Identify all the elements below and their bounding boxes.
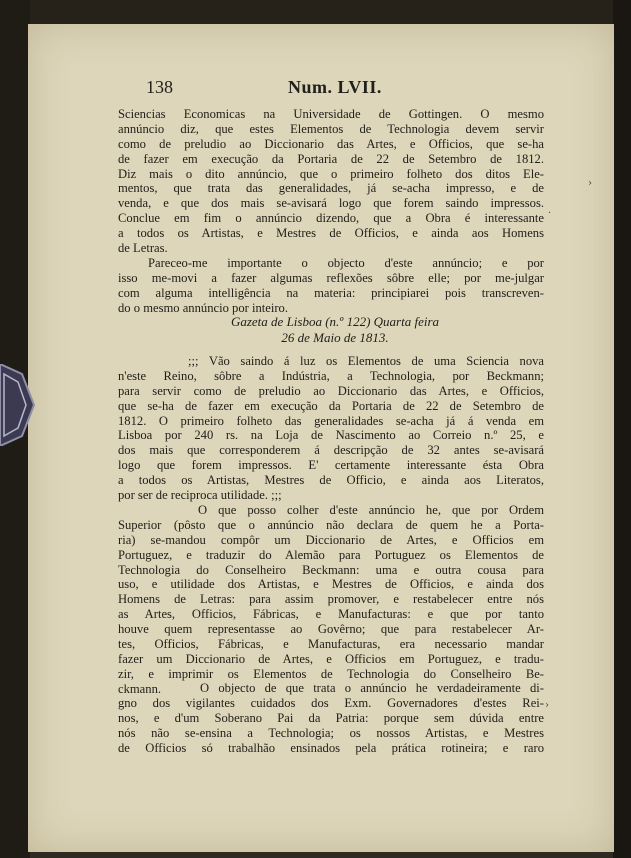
text-line: que se-ha de fazer em execução da Portaria de 22 de Setembro de: [118, 398, 544, 413]
text-line: do o mesmo annúncio por inteiro.: [118, 300, 288, 315]
text-line: por ser de reciproca utilidade. ;;;: [118, 488, 282, 503]
text-line: Superior (pôsto que o annúncio não declara de quem he a Porta-: [118, 517, 544, 532]
scan-top-edge: [0, 0, 631, 24]
text-line: ;;; Vão saindo á luz os Elementos de uma Sciencia nova: [188, 354, 544, 368]
text-line: de Letras.: [118, 241, 168, 256]
text-line: gno dos vigilantes cuidados dos Exm. Governadores d'estes Rei-: [118, 695, 544, 710]
text-line: com alguma intelligência na materia: principiarei pois transcreven-: [118, 285, 544, 300]
text-line: Conclue em fim o annúncio dizendo, que a Obra é interessante: [118, 211, 544, 226]
citation-line-1: Gazeta de Lisboa (n.º 122) Quarta feira: [230, 314, 440, 329]
text-line: de Officios só trabalhão ensinados pela prática rotineira; e raro: [118, 740, 544, 755]
text-line: O objecto de que trata o annúncio he verdadeiramente di-: [200, 681, 544, 695]
text-line: para servir como de preludio ao Diccionario das Artes, e Officios,: [118, 383, 544, 398]
text-line: tes, Officios, Fábricas, e Manufacturas, era necessario mandar: [118, 637, 544, 652]
page-header: [118, 75, 544, 99]
text-line: de fazer em execução da Portaria de 22 de Setembro de 1812.: [118, 151, 544, 166]
text-line: a todos os Artistas, e Mestres de Officios, e ainda aos Homens: [118, 226, 544, 241]
text-line: Lisboa por 240 rs. na Loja de Nascimento ao Correio n.º 25, e: [118, 428, 544, 443]
text-line: venda, e que dos mais se-avisará logo que forem saindo impressos.: [118, 196, 544, 211]
paragraph-4: [118, 503, 544, 697]
gazette-citation: [160, 314, 510, 346]
text-line: logo que forem impressos. E' certamente interessante ésta Obra: [118, 458, 544, 473]
issue-number-title: Num. LVII.: [288, 77, 382, 97]
text-line: fazer um Diccionario de Artes, e Officios em Portuguez, e tradu-: [118, 651, 544, 666]
text-line: O que posso colher d'este annúncio he, que por Ordem: [198, 503, 544, 517]
text-line: Technologia do Conselheiro Beckmann: uma e outra cousa para: [118, 562, 544, 577]
text-line: nos, e d'um Soberano Pai da Patria: porque sem dúvida entre: [118, 710, 544, 725]
text-line: Pareceo-me importante o objecto d'este annúncio; e por: [148, 256, 544, 270]
text-line: zir, e imprimir os Elementos de Technologia do Conselheiro Be-: [118, 666, 544, 681]
text-line: uso, e utilidade dos Artistas, e Mestres de Officios, e ainda dos: [118, 577, 544, 592]
text-line: nós não se-ensina a Technologia; os nossos Artistas, e Mestres: [118, 725, 544, 740]
paragraph-3-quoted-announcement: [118, 354, 544, 503]
text-line: annúncio diz, que estes Elementos de Technologia devem servir: [118, 121, 544, 136]
text-line: isso me-movi a fazer algumas reflexões sôbre elle; por me-julgar: [118, 270, 544, 285]
text-line: mentos, que trata das generalidades, já se-acha impresso, e de: [118, 181, 544, 196]
text-line: as Artes, Officios, Fábricas, e Manufacturas: e que por tanto: [118, 607, 544, 622]
text-line: dos mais que corresponderem á descripção de 32 antes se-avisará: [118, 443, 544, 458]
margin-mark: ›: [545, 700, 549, 711]
paragraph-2: [118, 256, 544, 316]
page-number: 138: [146, 77, 173, 97]
margin-mark: ›: [588, 178, 592, 189]
text-line: Sciencias Economicas na Universidade de Gottingen. O mesmo: [118, 107, 544, 121]
text-line: ria) se-mandou compôr um Diccionario de Artes, e Officios em: [118, 532, 544, 547]
citation-line-2: 26 de Maio de 1813.: [281, 330, 389, 345]
text-line: houve quem representasse ao Govêrno; que para restabelecer Ar-: [118, 622, 544, 637]
binding-clip-icon: [0, 364, 40, 446]
text-line: a todos os Artistas, Mestres de Officio, e ainda aos Literatos,: [118, 473, 544, 488]
text-line: Homens de Letras: para assim promover, e restabelecer entre nós: [118, 592, 544, 607]
paragraph-1: [118, 107, 544, 256]
text-line: 1812. O primeiro folheto das generalidades se-acha já á venda em: [118, 413, 544, 428]
text-line: ckmann.: [118, 681, 162, 696]
paragraph-5: [118, 681, 544, 755]
text-line: Diz mais o dito annúncio, que o primeiro folheto dos ditos Ele-: [118, 166, 544, 181]
margin-mark: ·: [548, 208, 552, 219]
text-line: como de preludio ao Diccionario das Artes, e Officios, que se-ha: [118, 136, 544, 151]
scan-right-edge: [613, 0, 631, 858]
text-line: n'este Reino, sôbre a Indústria, a Technologia, por Beckmann;: [118, 368, 544, 383]
text-line: Portuguez, e traduzir do Alemão para Portuguez os Elementos de: [118, 547, 544, 562]
